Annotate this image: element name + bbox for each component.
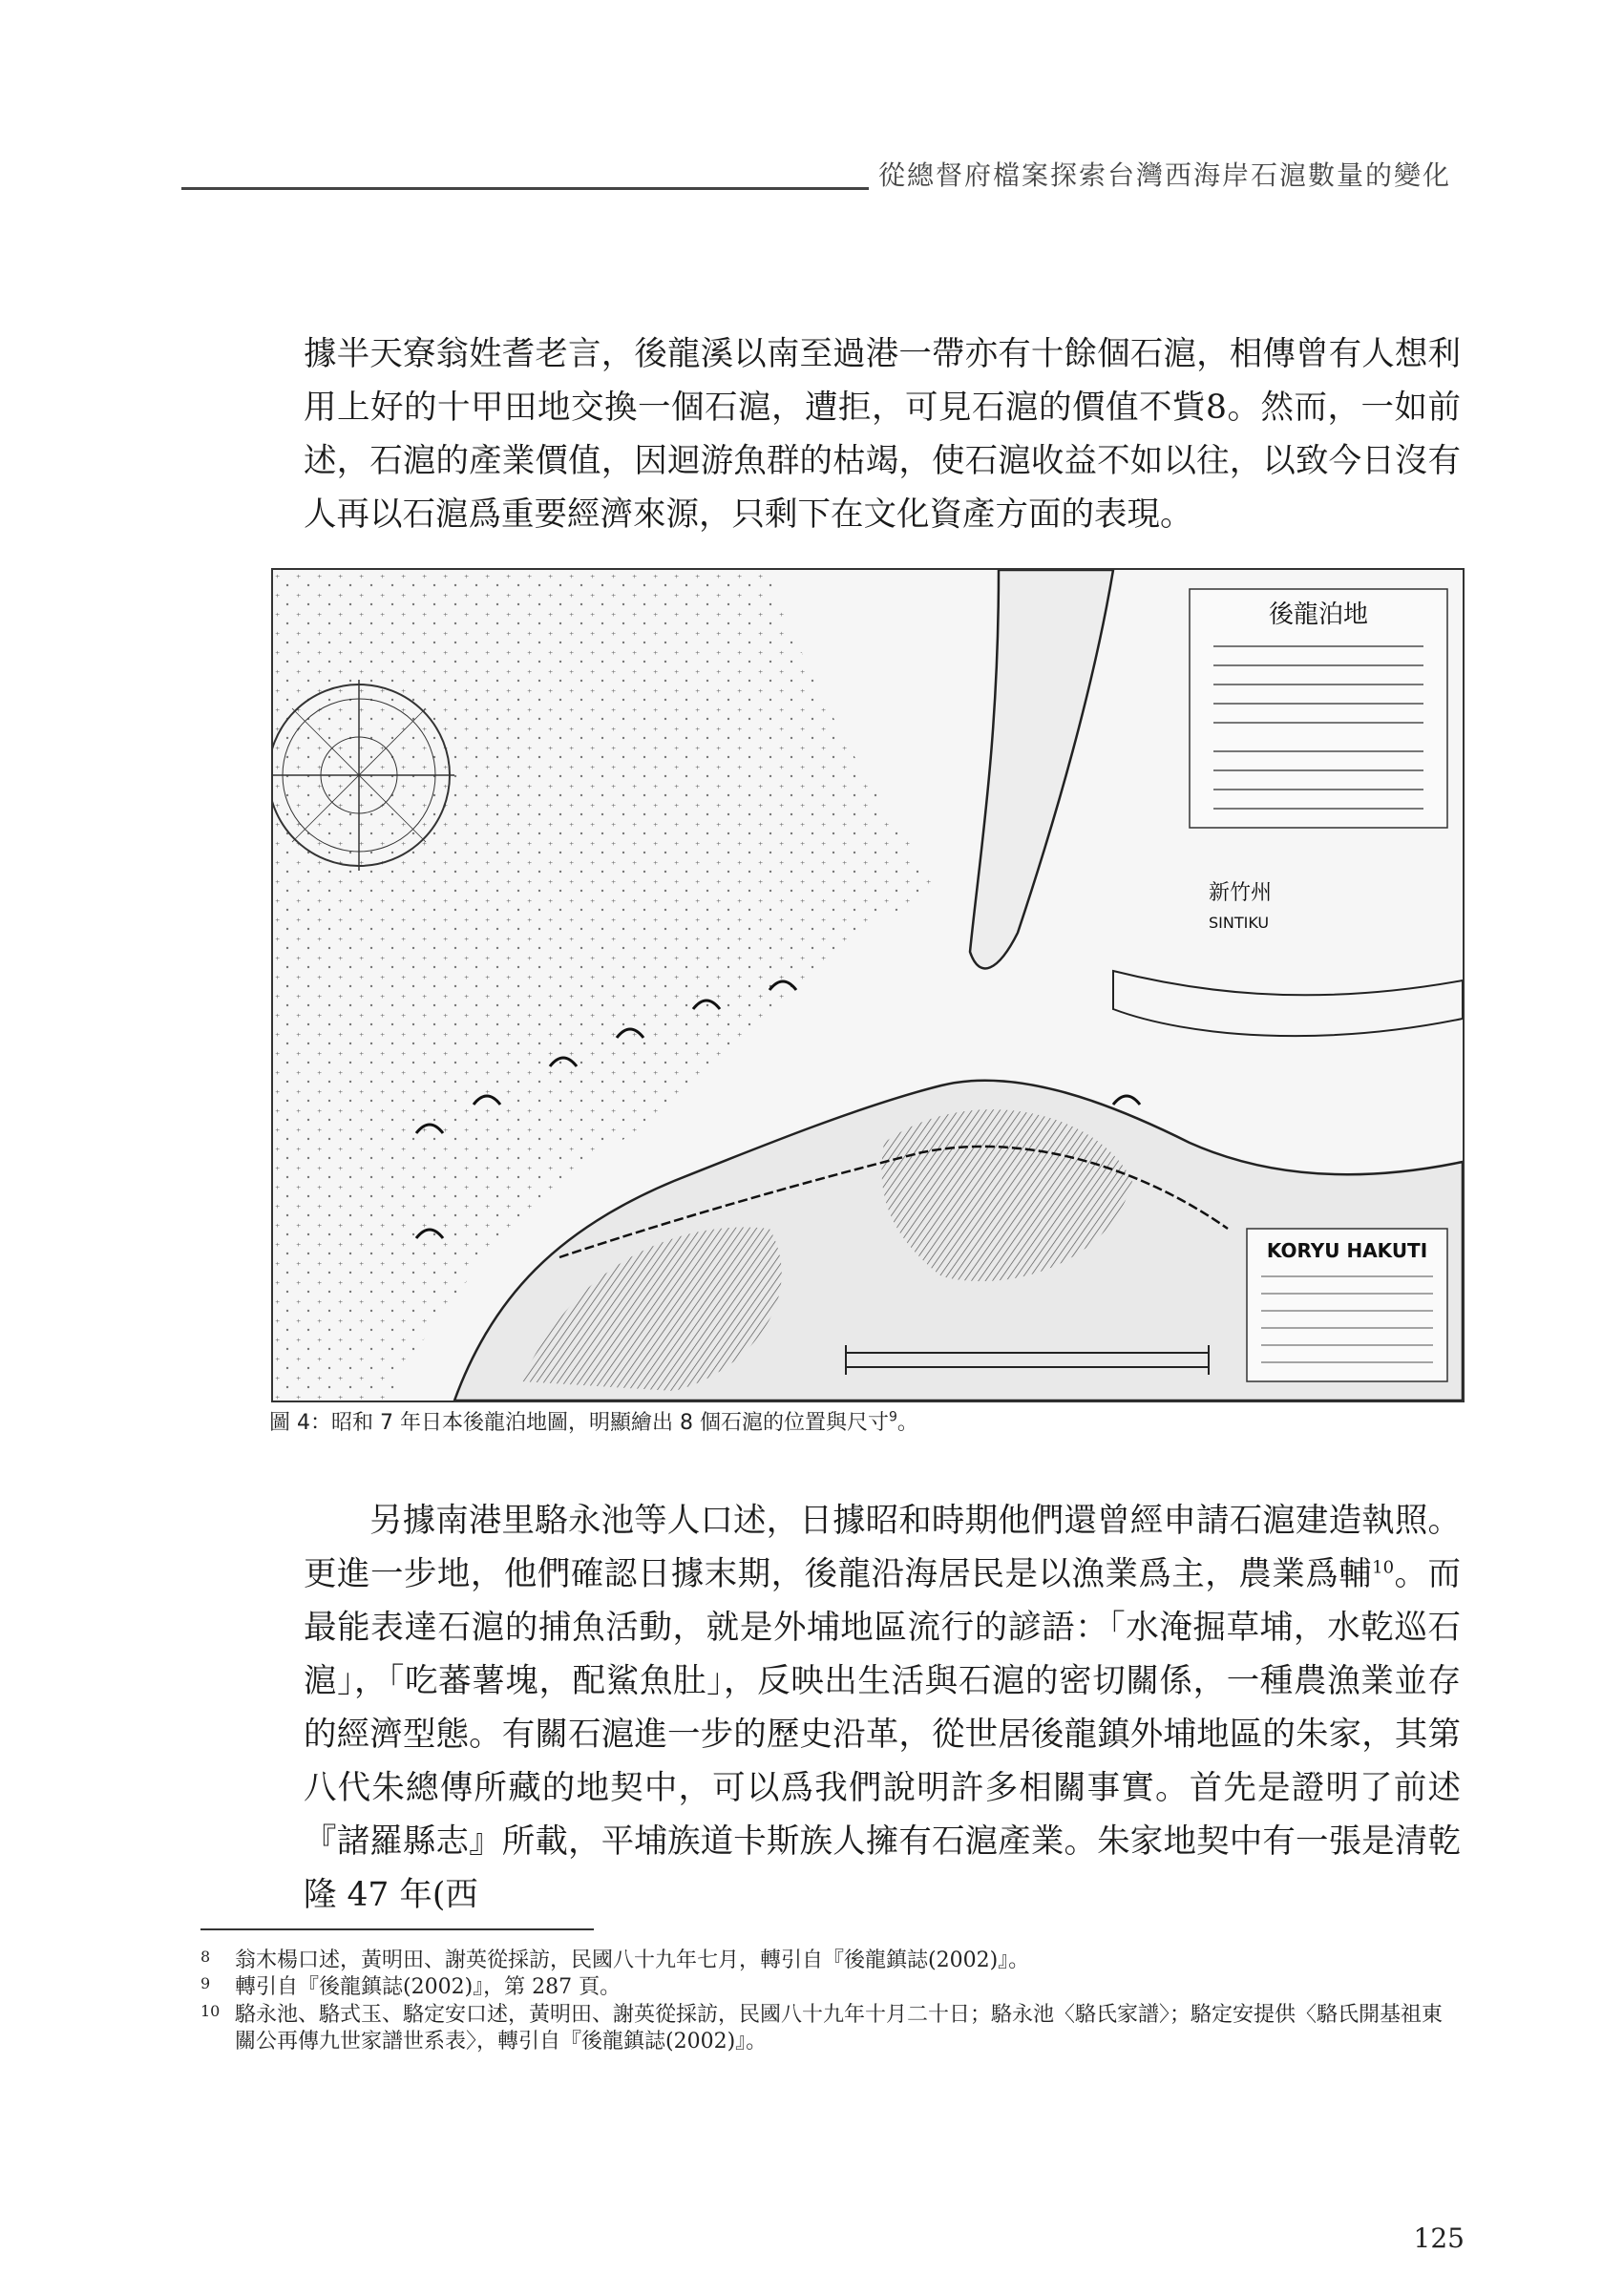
map-label-romanized-2: KORYU HAKUTI [1266, 1239, 1428, 1262]
footnote-9 [200, 1974, 1461, 2001]
footnote-ref-10[interactable]: 10 [1372, 1557, 1395, 1578]
footnote-text: 駱永池、駱式玉、駱定安口述，黃明田、謝英從採訪，民國八十九年十月二十日；駱永池〈駱氏家譜〉；駱定安提供〈駱氏開基祖東關公再傳九世家譜世系表〉，轉引自『後龍鎮誌(2002)』。 [235, 2003, 1444, 2054]
map-title-block [1190, 589, 1447, 828]
footnote-rule [200, 1928, 594, 1930]
map-title: 後龍泊地 [1268, 600, 1369, 629]
paragraph-1-text-after: 。然而，一如前述，石滬的產業價值，因迴游魚群的枯竭，使石滬收益不如以往，以致今日沒有人再以石滬爲重要經濟來源，只剩下在文化資產方面的表現。 [304, 389, 1462, 534]
footnote-8 [200, 1948, 1461, 1974]
paragraph-1-text: 據半天寮翁姓耆老言，後龍溪以南至過港一帶亦有十餘個石滬，相傳曾有人想利用上好的十甲田地交換一個石滬，遭拒，可見石滬的價值不貲 [304, 335, 1461, 427]
caption-prefix: 圖 4： [269, 1411, 331, 1435]
map-label-romanized-1: SINTIKU [1209, 914, 1270, 932]
caption-suffix: 。 [896, 1411, 918, 1435]
page-number: 125 [1413, 2222, 1465, 2254]
footnote-number: 8 [200, 1948, 211, 1966]
footnote-number: 10 [200, 2002, 221, 2020]
footnote-10 [200, 2002, 1461, 2055]
body-paragraph-1 [304, 327, 1461, 541]
river [1113, 971, 1463, 1036]
footnote-text: 轉引自『後龍鎮誌(2002)』，第 287 頁。 [235, 1975, 622, 1999]
map-label-city: 新竹州 [1209, 881, 1273, 905]
footnote-number: 9 [200, 1974, 211, 1992]
map-figure [271, 568, 1465, 1402]
running-title: 從總督府檔案探索台灣西海岸石滬數量的變化 [878, 159, 1452, 191]
paragraph-2-text-after: 。而最能表達石滬的捕魚活動，就是外埔地區流行的諺語：「水淹掘草埔，水乾巡石滬」，「吃蕃薯塊，配鯊魚肚」，反映出生活與石滬的密切關係，一種農漁業並存的經濟型態。有關石滬進一步的歷史沿革，從世居後龍鎮外埔地區的朱家，其第八代朱總傳所藏的地契中，可以爲我們說明許多相關事實。首先是證明了前述『諸羅縣志』所載，平埔族道卡斯族人擁有石滬產業。朱家地契中有一張是清乾隆 47 年(西 [304, 1555, 1462, 1914]
paragraph-2-text: 另據南港里駱永池等人口述，日據昭和時期他們還曾經申請石滬建造執照。更進一步地，他們確認日據末期，後龍沿海居民是以漁業爲主，農業爲輔 [304, 1502, 1461, 1593]
footnote-ref-8[interactable]: 8 [1206, 389, 1227, 427]
figure-caption [269, 1406, 1472, 1436]
body-paragraph-2 [304, 1494, 1461, 1922]
footnote-ref-9[interactable]: 9 [888, 1409, 897, 1425]
map-legend-block [1247, 1229, 1447, 1381]
northern-peninsula [970, 570, 1113, 968]
header-rule [181, 187, 869, 190]
caption-text: 昭和 7 年日本後龍泊地圖，明顯繪出 8 個石滬的位置與尺寸 [331, 1411, 889, 1435]
footnote-text: 翁木楊口述，黃明田、謝英從採訪，民國八十九年七月，轉引自『後龍鎮誌(2002)』。 [235, 1948, 1030, 1972]
koryu-harbor-map [273, 570, 1463, 1401]
